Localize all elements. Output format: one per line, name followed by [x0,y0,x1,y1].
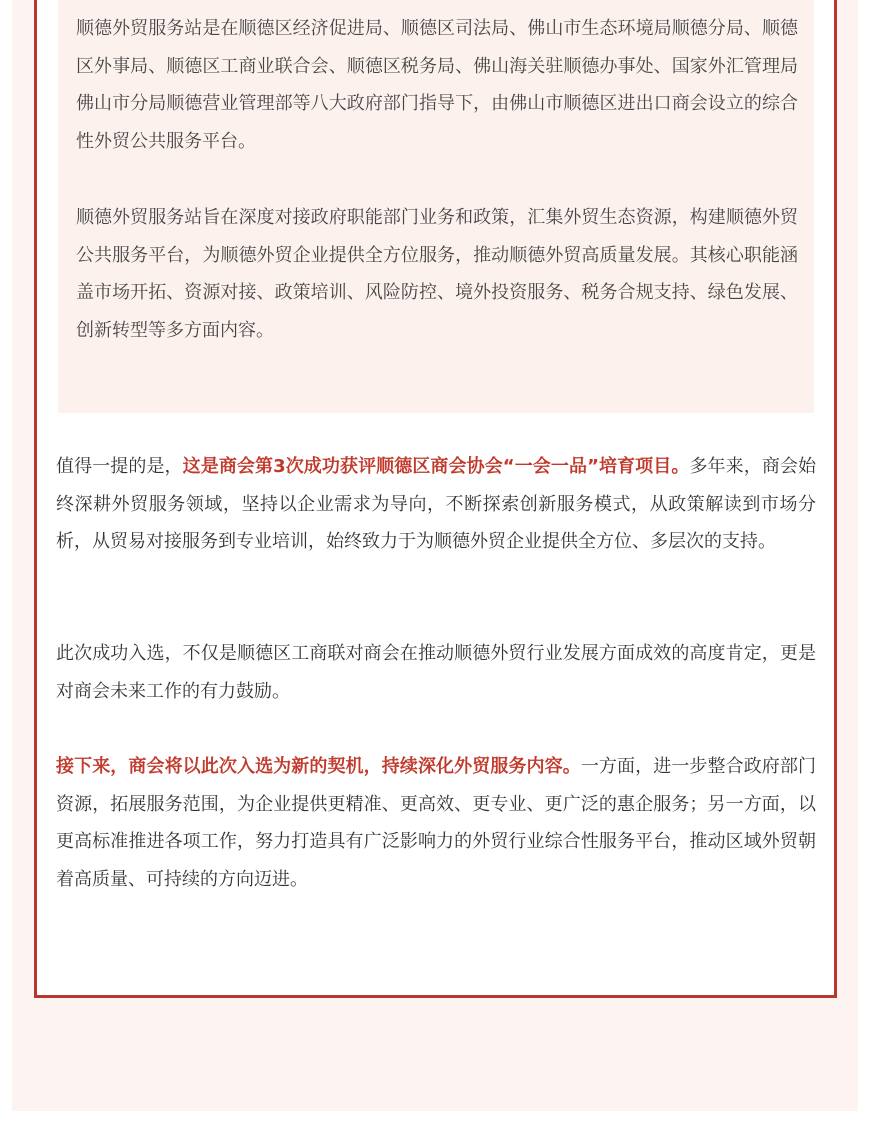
intro-paragraph: 顺德外贸服务站旨在深度对接政府职能部门业务和政策，汇集外贸生态资源，构建顺德外贸公共服务平台，为顺德外贸企业提供全方位服务，推动顺德外贸高质量发展。其核心职能涵盖市场开拓、资源对接、政策培训、风险防控、境外投资服务、税务合规支持、绿色发展、创新转型等多方面内容。 [76,207,798,341]
highlight-text: 这是商会第3次成功获评顺德区商会协会“一会一品”培育项目。 [182,456,690,477]
intro-box [58,0,814,413]
intro-paragraph: 顺德外贸服务站是在顺德区经济促进局、顺德区司法局、佛山市生态环境局顺德分局、顺德区外事局、顺德区工商业联合会、顺德区税务局、佛山海关驻顺德办事处、国家外汇管理局佛山市分局顺德营业管理部等八大政府部门指导下，由佛山市顺德区进出口商会设立的综合性外贸公共服务平台。 [76,18,798,152]
body-paragraph [56,748,816,898]
paragraph-text: 一方面，进一步整合政府部门资源，拓展服务范围，为企业提供更精准、更高效、更专业、更广泛的惠企服务；另一方面，以更高标准推进各项工作，努力打造具有广泛影响力的外贸行业综合性服务平台，推动区域外贸朝着高质量、可持续的方向迈进。 [56,756,816,890]
body-paragraph: 此次成功入选，不仅是顺德区工商联对商会在推动顺德外贸行业发展方面成效的高度肯定，更是对商会未来工作的有力鼓励。 [56,643,816,702]
body-paragraph [56,448,816,561]
paragraph-lead: 值得一提的是， [56,456,183,477]
highlight-text: 接下来，商会将以此次入选为新的契机，持续深化外贸服务内容。 [56,756,581,777]
paragraph-text: 多年来，商会始终深耕外贸服务领域，坚持以企业需求为导向，不断探索创新服务模式，从政策解读到市场分析，从贸易对接服务到专业培训，始终致力于为顺德外贸企业提供全方位、多层次的支持。 [56,456,817,552]
